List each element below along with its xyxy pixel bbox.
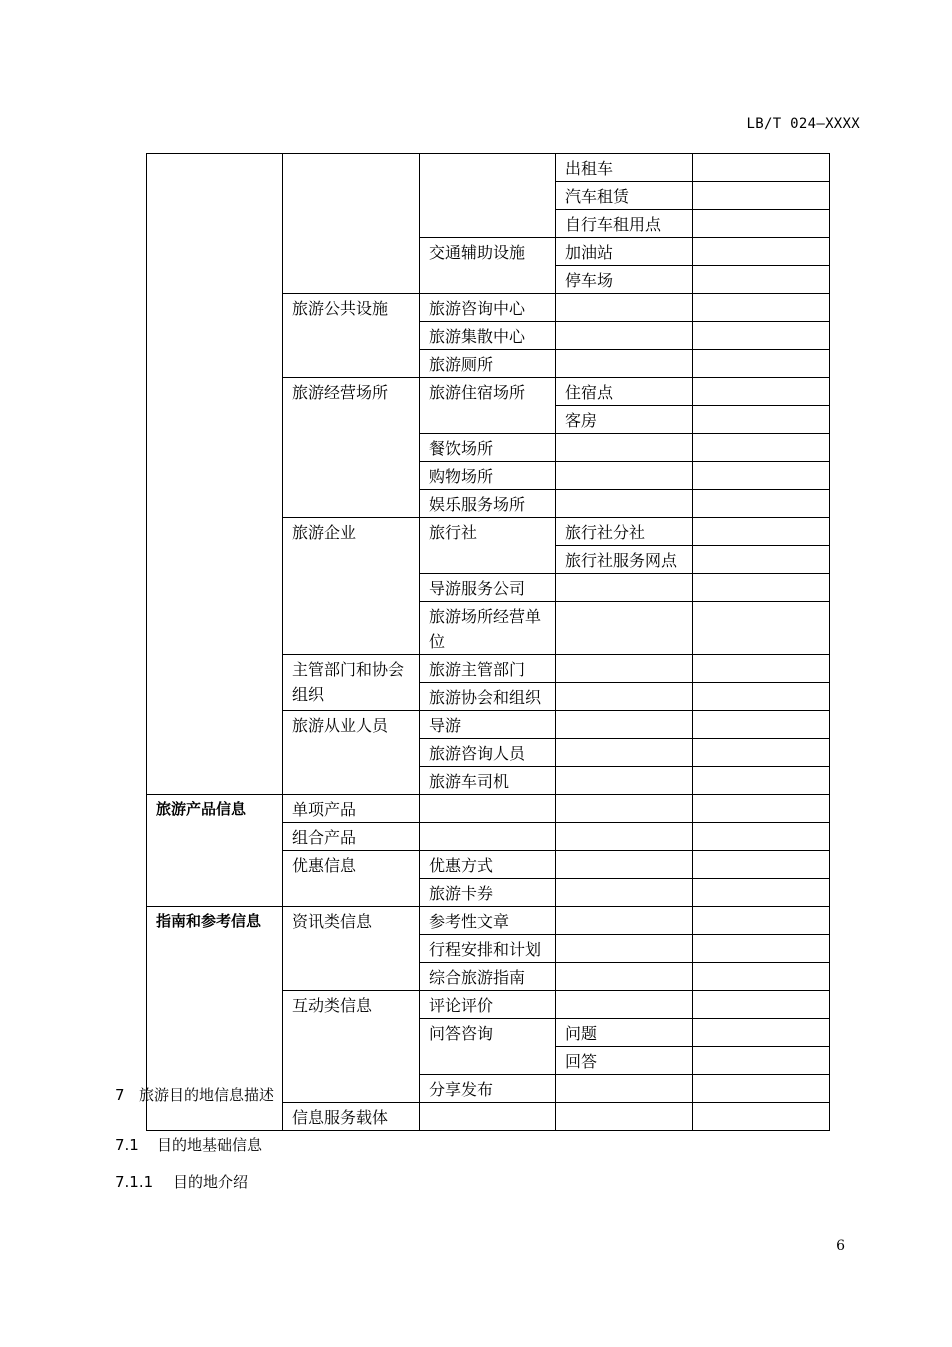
table-cell bbox=[556, 322, 693, 350]
table-cell: 旅游协会和组织 bbox=[420, 683, 556, 711]
table-cell bbox=[556, 490, 693, 518]
table-cell bbox=[693, 851, 830, 879]
table-cell bbox=[693, 963, 830, 991]
info-classification-table bbox=[146, 153, 830, 1131]
table-cell bbox=[693, 711, 830, 739]
table-cell bbox=[693, 210, 830, 238]
table-cell bbox=[693, 406, 830, 434]
table-row bbox=[147, 795, 830, 823]
table-cell: 回答 bbox=[556, 1047, 693, 1075]
table-cell bbox=[693, 991, 830, 1019]
table-cell: 评论评价 bbox=[420, 991, 556, 1019]
table-cell: 旅游厕所 bbox=[420, 350, 556, 378]
section-heading bbox=[115, 1134, 262, 1155]
table-cell: 指南和参考信息 bbox=[147, 907, 283, 1131]
table-cell bbox=[693, 1075, 830, 1103]
table-cell bbox=[693, 1019, 830, 1047]
table-cell bbox=[693, 490, 830, 518]
table-cell: 导游 bbox=[420, 711, 556, 739]
table-cell: 旅游车司机 bbox=[420, 767, 556, 795]
table-cell bbox=[147, 154, 283, 795]
table-cell bbox=[556, 1075, 693, 1103]
table-cell bbox=[556, 434, 693, 462]
table-cell: 旅游企业 bbox=[283, 518, 420, 655]
table-cell: 互动类信息 bbox=[283, 991, 420, 1103]
table-cell: 主管部门和协会组织 bbox=[283, 655, 420, 711]
table-cell bbox=[556, 602, 693, 655]
table-cell bbox=[693, 795, 830, 823]
table-cell bbox=[693, 154, 830, 182]
table-row bbox=[147, 154, 830, 182]
table-cell: 旅游场所经营单位 bbox=[420, 602, 556, 655]
table-cell: 问题 bbox=[556, 1019, 693, 1047]
table-cell bbox=[693, 378, 830, 406]
table-cell: 旅游经营场所 bbox=[283, 378, 420, 518]
table-cell: 旅游产品信息 bbox=[147, 795, 283, 907]
table-cell bbox=[693, 182, 830, 210]
table-cell bbox=[693, 462, 830, 490]
table-cell: 旅行社 bbox=[420, 518, 556, 574]
table-cell: 优惠方式 bbox=[420, 851, 556, 879]
table-cell: 旅游主管部门 bbox=[420, 655, 556, 683]
table-cell: 旅行社服务网点 bbox=[556, 546, 693, 574]
table-cell: 娱乐服务场所 bbox=[420, 490, 556, 518]
table-cell bbox=[556, 1103, 693, 1131]
table-cell: 客房 bbox=[556, 406, 693, 434]
table-cell: 加油站 bbox=[556, 238, 693, 266]
table-cell bbox=[693, 935, 830, 963]
table-cell: 旅行社分社 bbox=[556, 518, 693, 546]
table-cell bbox=[693, 823, 830, 851]
table-cell bbox=[693, 1103, 830, 1131]
document-code: LB/T 024—XXXX bbox=[746, 116, 860, 132]
table-cell bbox=[420, 1103, 556, 1131]
table-cell: 交通辅助设施 bbox=[420, 238, 556, 294]
table-cell: 组合产品 bbox=[283, 823, 420, 851]
table-cell bbox=[556, 907, 693, 935]
table-cell bbox=[556, 795, 693, 823]
table-cell bbox=[693, 907, 830, 935]
table-cell bbox=[693, 602, 830, 655]
table-cell bbox=[693, 266, 830, 294]
table-cell: 问答咨询 bbox=[420, 1019, 556, 1075]
section-heading bbox=[115, 1084, 274, 1105]
table-cell: 出租车 bbox=[556, 154, 693, 182]
table-cell bbox=[693, 434, 830, 462]
table-cell bbox=[693, 739, 830, 767]
table-cell bbox=[556, 767, 693, 795]
table-cell: 自行车租用点 bbox=[556, 210, 693, 238]
table-cell bbox=[556, 823, 693, 851]
section-number: 7.1.1 bbox=[115, 1173, 154, 1191]
table-cell: 优惠信息 bbox=[283, 851, 420, 907]
table-row bbox=[147, 907, 830, 935]
table-cell bbox=[556, 739, 693, 767]
table-cell: 旅游从业人员 bbox=[283, 711, 420, 795]
table-cell bbox=[556, 711, 693, 739]
table-cell bbox=[556, 683, 693, 711]
table-cell bbox=[556, 574, 693, 602]
table-cell bbox=[693, 767, 830, 795]
section-heading bbox=[115, 1171, 248, 1192]
table-cell: 参考性文章 bbox=[420, 907, 556, 935]
table-cell bbox=[693, 322, 830, 350]
table-cell bbox=[693, 1047, 830, 1075]
table-cell: 信息服务载体 bbox=[283, 1103, 420, 1131]
table-cell: 单项产品 bbox=[283, 795, 420, 823]
table-cell bbox=[556, 963, 693, 991]
table-cell: 资讯类信息 bbox=[283, 907, 420, 991]
table-cell bbox=[693, 546, 830, 574]
table-cell: 旅游咨询人员 bbox=[420, 739, 556, 767]
table-cell: 综合旅游指南 bbox=[420, 963, 556, 991]
table-cell: 停车场 bbox=[556, 266, 693, 294]
table-cell bbox=[420, 795, 556, 823]
section-title: 目的地基础信息 bbox=[157, 1136, 263, 1154]
table-cell: 导游服务公司 bbox=[420, 574, 556, 602]
table-cell bbox=[556, 851, 693, 879]
table-cell bbox=[420, 823, 556, 851]
table-cell: 住宿点 bbox=[556, 378, 693, 406]
table-cell: 行程安排和计划 bbox=[420, 935, 556, 963]
table-cell bbox=[556, 991, 693, 1019]
table-cell bbox=[693, 294, 830, 322]
section-number: 7 bbox=[115, 1086, 125, 1104]
table-cell bbox=[420, 154, 556, 238]
table-cell bbox=[556, 294, 693, 322]
table-cell: 旅游咨询中心 bbox=[420, 294, 556, 322]
section-number: 7.1 bbox=[115, 1136, 139, 1154]
table-cell bbox=[556, 350, 693, 378]
table-cell: 旅游公共设施 bbox=[283, 294, 420, 378]
table-cell bbox=[693, 350, 830, 378]
section-title: 旅游目的地信息描述 bbox=[139, 1086, 275, 1104]
table-cell bbox=[556, 655, 693, 683]
table-cell: 旅游卡券 bbox=[420, 879, 556, 907]
table-cell: 汽车租赁 bbox=[556, 182, 693, 210]
table-cell: 旅游集散中心 bbox=[420, 322, 556, 350]
table-cell bbox=[693, 238, 830, 266]
section-title: 目的地介绍 bbox=[173, 1173, 249, 1191]
table-cell: 分享发布 bbox=[420, 1075, 556, 1103]
table-cell: 购物场所 bbox=[420, 462, 556, 490]
table-cell: 旅游住宿场所 bbox=[420, 378, 556, 434]
table-cell: 餐饮场所 bbox=[420, 434, 556, 462]
table-cell bbox=[693, 518, 830, 546]
table-cell bbox=[556, 879, 693, 907]
page-number: 6 bbox=[836, 1238, 845, 1254]
table-cell bbox=[693, 574, 830, 602]
table-cell bbox=[556, 462, 693, 490]
table-cell bbox=[693, 683, 830, 711]
table-cell bbox=[693, 655, 830, 683]
table-cell bbox=[283, 154, 420, 294]
table-cell bbox=[693, 879, 830, 907]
table-cell bbox=[556, 935, 693, 963]
